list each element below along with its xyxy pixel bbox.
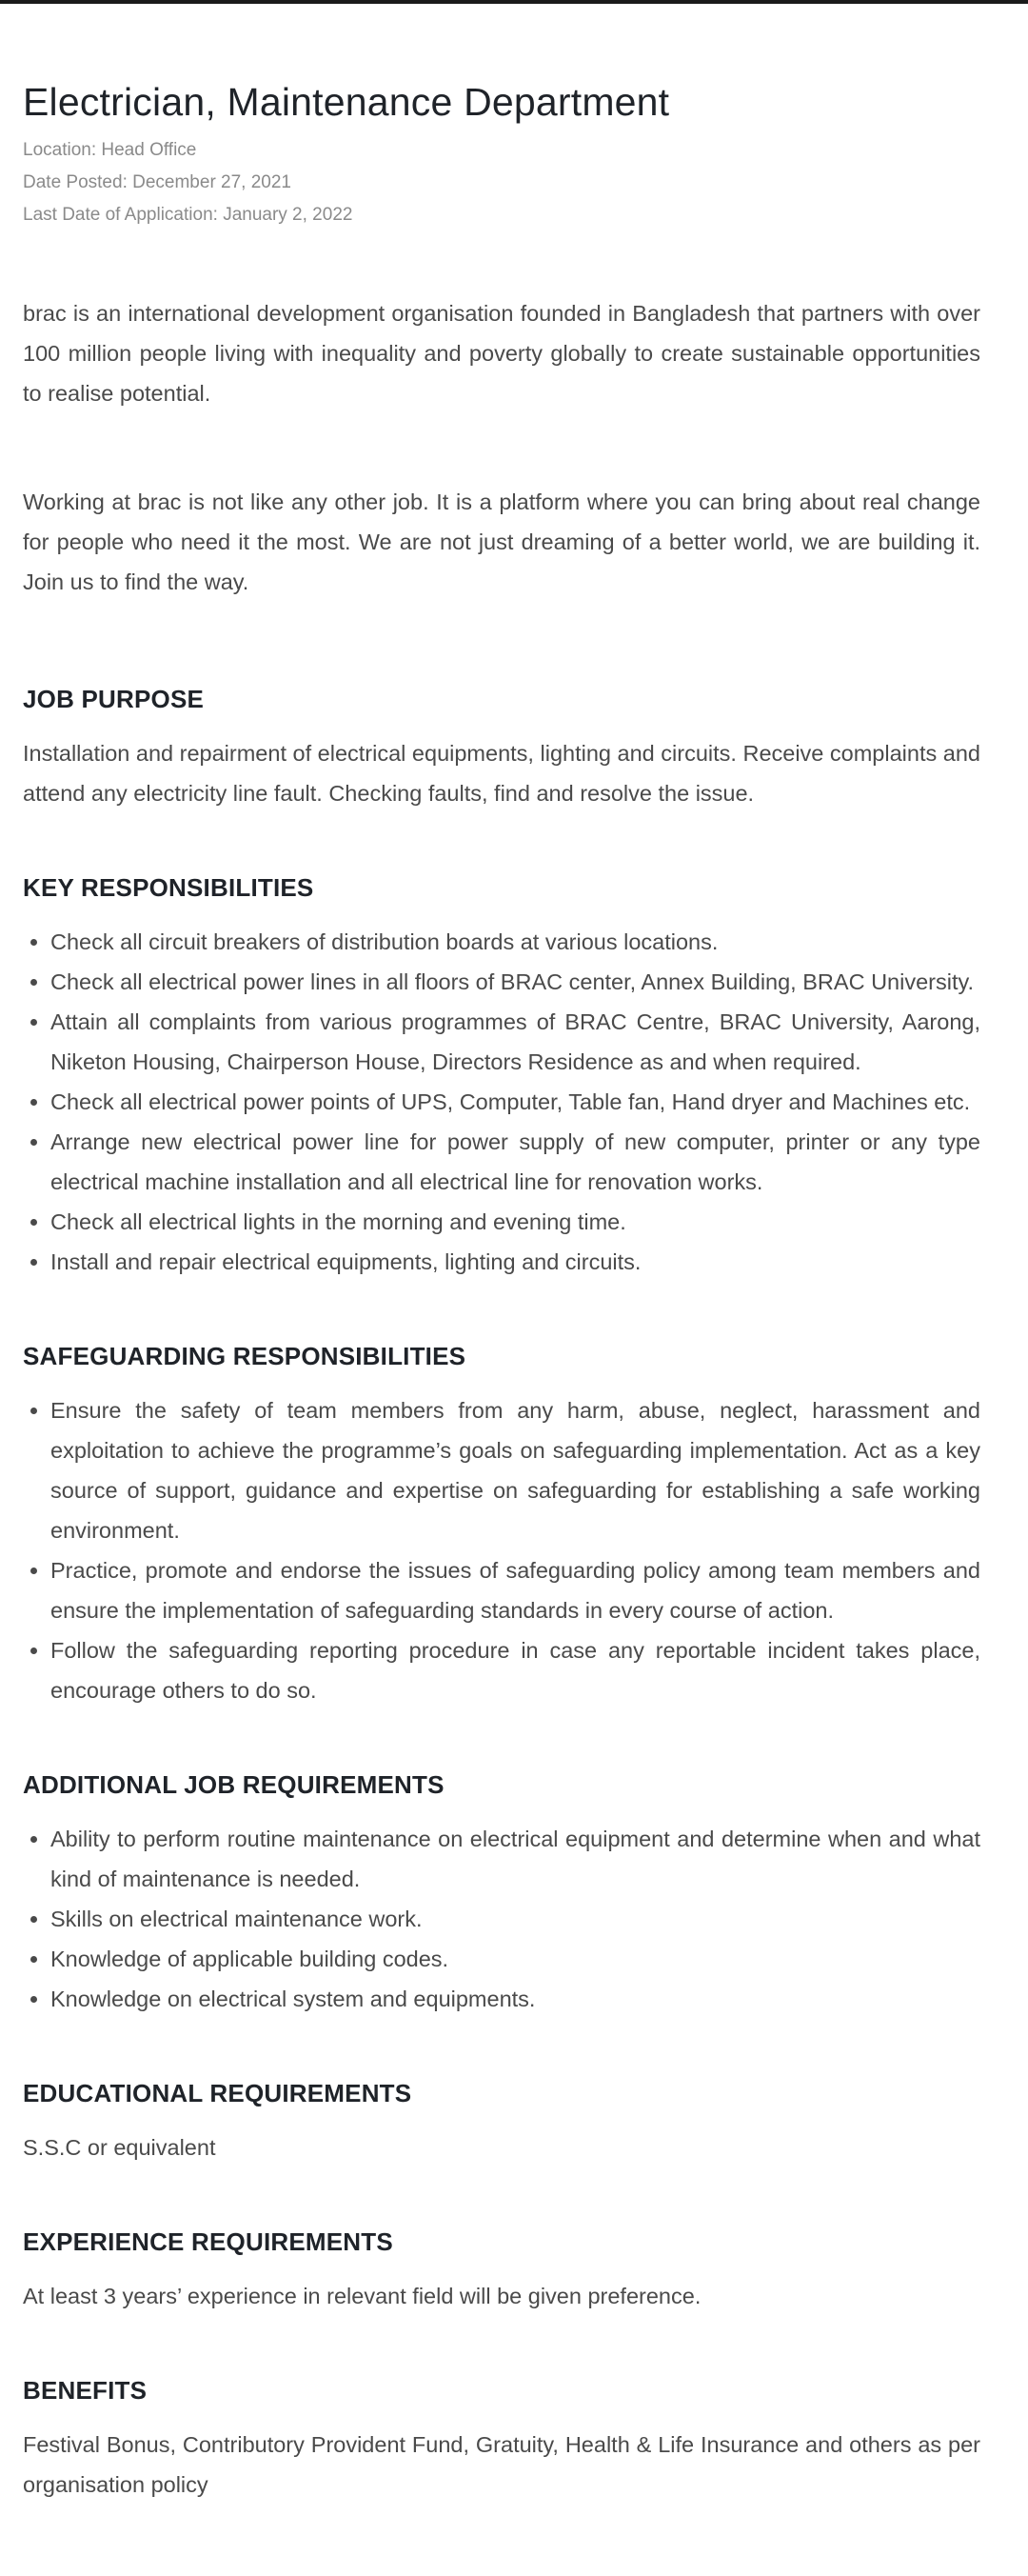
location-text: Location: Head Office	[23, 140, 197, 160]
list-item: • Check all electrical power points of UPS, Computer, Table fan, Hand dryer and Machines etc.	[50, 1082, 980, 1122]
additional-requirements-list	[23, 1819, 980, 2019]
safeguarding-heading: SAFEGUARDING RESPONSIBILITIES	[23, 1342, 466, 1370]
list-item: • Skills on electrical maintenance work.	[50, 1899, 980, 1939]
list-item: • Check all electrical power lines in all floors of BRAC center, Annex Building, BRAC University.	[50, 962, 980, 1002]
intro-paragraph-2: Working at brac is not like any other job. It is a platform where you can bring about real change for people who need it the most. We are not just dreaming of a better world, we are building it. Join us to find the way.	[23, 489, 980, 594]
list-item: • Attain all complaints from various programmes of BRAC Centre, BRAC University, Aarong, Niketon Housing, Chairperson House, Directors Residence as and when required.	[50, 1002, 980, 1082]
benefits-heading: BENEFITS	[23, 2376, 148, 2405]
list-item: • Check all circuit breakers of distribution boards at various locations.	[50, 922, 980, 962]
educational-requirements-heading: EDUCATIONAL REQUIREMENTS	[23, 2079, 412, 2107]
additional-requirements-heading: ADDITIONAL JOB REQUIREMENTS	[23, 1770, 445, 1799]
list-item: • Follow the safeguarding reporting procedure in case any reportable incident takes place, encourage others to do so.	[50, 1630, 980, 1710]
educational-requirements-text: S.S.C or equivalent	[23, 2135, 216, 2160]
intro-paragraph-1: brac is an international development organisation founded in Bangladesh that partners with over 100 million people living with inequality and poverty globally to create sustainable opportunities to realise potential.	[23, 301, 980, 406]
job-purpose-text: Installation and repairment of electrical equipments, lighting and circuits. Receive complaints and attend any electricity line fault. Checking faults, find and resolve the issue.	[23, 741, 980, 806]
list-item: • Ability to perform routine maintenance on electrical equipment and determine when and what kind of maintenance is needed.	[50, 1819, 980, 1899]
job-description	[23, 293, 980, 2505]
page-title: Electrician, Maintenance Department	[23, 80, 670, 124]
job-purpose-heading: JOB PURPOSE	[23, 685, 205, 713]
date-posted-text: Date Posted: December 27, 2021	[23, 172, 292, 192]
list-item: • Ensure the safety of team members from any harm, abuse, neglect, harassment and exploitation to achieve the programme’s goals on safeguarding implementation. Act as a key source of support, guidance and expertise on safeguarding for establishing a safe working environment.	[50, 1390, 980, 1550]
key-responsibilities-heading: KEY RESPONSIBILITIES	[23, 873, 314, 902]
key-responsibilities-list	[23, 922, 980, 1282]
list-item: • Knowledge on electrical system and equipments.	[50, 1979, 980, 2019]
experience-requirements-text: At least 3 years’ experience in relevant field will be given preference.	[23, 2284, 702, 2308]
experience-requirements-heading: EXPERIENCE REQUIREMENTS	[23, 2227, 393, 2256]
job-meta	[23, 134, 352, 231]
benefits-text: Festival Bonus, Contributory Provident Fund, Gratuity, Health & Life Insurance and others as per organisation policy	[23, 2432, 980, 2497]
list-item: • Check all electrical lights in the morning and evening time.	[50, 1202, 980, 1242]
last-date-text: Last Date of Application: January 2, 2022	[23, 205, 353, 225]
top-bar	[0, 0, 1028, 4]
list-item: • Install and repair electrical equipments, lighting and circuits.	[50, 1242, 980, 1282]
list-item: • Practice, promote and endorse the issues of safeguarding policy among team members and ensure the implementation of safeguarding standards in every course of action.	[50, 1550, 980, 1630]
list-item: • Arrange new electrical power line for power supply of new computer, printer or any type electrical machine installation and all electrical line for renovation works.	[50, 1122, 980, 1202]
list-item: • Knowledge of applicable building codes.	[50, 1939, 980, 1979]
safeguarding-list	[23, 1390, 980, 1710]
